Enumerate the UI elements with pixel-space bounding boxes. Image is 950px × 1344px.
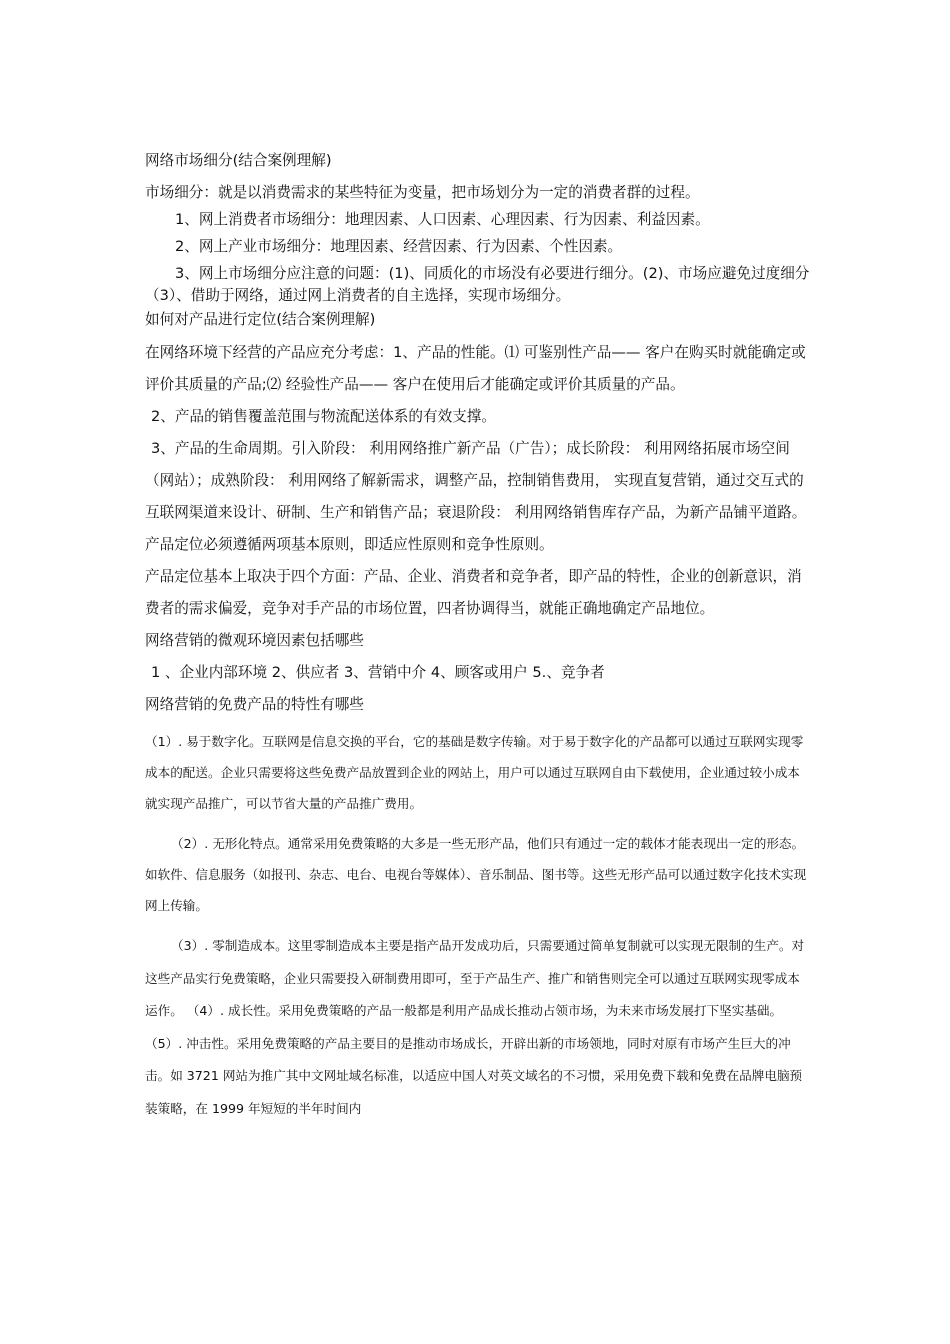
paragraph-sales-coverage: 2、产品的销售覆盖范围与物流配送体系的有效支撑。 <box>151 408 496 425</box>
paragraph-segmentation-issues: 3、网上市场细分应注意的问题：(1)、同质化的市场没有必要进行细分。(2)、市场应避免过度细分（3）、借助于网络，通过网上消费者的自主选择，实现市场细分。 <box>145 265 810 304</box>
section-heading-free-products: 网络营销的免费产品的特性有哪些 <box>145 696 364 713</box>
document-page <box>145 145 810 1125</box>
section-heading-market-segmentation: 网络市场细分(结合案例理解) <box>145 152 332 169</box>
paragraph-consumer-market-segmentation: 1、网上消费者市场细分：地理因素、人口因素、心理因素、行为因素、利益因素。 <box>175 211 710 228</box>
paragraph-market-segmentation-definition: 市场细分：就是以消费需求的某些特征为变量，把市场划分为一定的消费者群的过程。 <box>145 184 700 201</box>
paragraph-product-performance: 在网络环境下经营的产品应充分考虑：1、产品的性能。⑴ 可鉴别性产品—— 客户在购买时就能确定或评价其质量的产品;⑵ 经验性产品—— 客户在使用后才能确定或评价其质量的产品。 <box>145 344 806 393</box>
paragraph-free-product-zero-cost: （3）. 零制造成本。这里零制造成本主要是指产品开发成功后，只需要通过简单复制就可以实现无限制的生产。对这些产品实行免费策略，企业只需要投入研制费用即可，至于产品生产、推广和销售则完全可以通过互联网实现零成本运作。 （4）. 成长性。采用免费策略的产品一般都是利用产品成长推动占领市场，为未来市场发展打下坚实基础。 （5）. 冲击性。采用免费策略的产品主要目的是推动市场成长，开辟出新的市场领地，同时对原有市场产生巨大的冲击。如 3721 网站为推广其中文网址域名标准，以适应中国人对英文域名的不习惯，采用免费下载和免费在品牌电脑预装策略，在 1999 年短短的半年时间内 <box>145 938 805 1116</box>
paragraph-micro-environment-list: 1 、企业内部环境 2、供应者 3、营销中介 4、顾客或用户 5.、竞争者 <box>151 664 605 681</box>
section-heading-product-positioning: 如何对产品进行定位(结合案例理解) <box>145 311 376 328</box>
paragraph-product-lifecycle: 3、产品的生命周期。引入阶段： 利用网络推广新产品（广告）；成长阶段： 利用网络拓展市场空间（网站）；成熟阶段： 利用网络了解新需求，调整产品，控制销售费用， 实现直复营销，通过交互式的互联网渠道来设计、研制、生产和销售产品；衰退阶段： 利用网络销售库存产品，为新产品铺平道路。 <box>145 440 807 521</box>
paragraph-positioning-factors: 产品定位基本上取决于四个方面：产品、企业、消费者和竞争者，即产品的特性，企业的创新意识，消费者的需求偏爱，竞争对手产品的市场位置，四者协调得当，就能正确地确定产品地位。 <box>145 568 802 617</box>
paragraph-industrial-market-segmentation: 2、网上产业市场细分：地理因素、经营因素、行为因素、个性因素。 <box>175 238 623 255</box>
paragraph-positioning-principles: 产品定位必须遵循两项基本原则，即适应性原则和竞争性原则。 <box>145 536 554 553</box>
paragraph-free-product-intangible: （2）. 无形化特点。通常采用免费策略的大多是一些无形产品，他们只有通过一定的载体才能表现出一定的形态。如软件、信息服务（如报刊、杂志、电台、电视台等媒体）、音乐制品、图书等。这些无形产品可以通过数字化技术实现网上传输。 <box>145 836 807 913</box>
section-heading-micro-environment: 网络营销的微观环境因素包括哪些 <box>145 632 364 649</box>
paragraph-free-product-digitization: （1）. 易于数字化。互联网是信息交换的平台，它的基础是数字传输。对于易于数字化的产品都可以通过互联网实现零成本的配送。企业只需要将这些免费产品放置到企业的网站上，用户可以通过互联网自由下载使用，企业通过较小成本就实现产品推广，可以节省大量的产品推广费用。 <box>145 734 804 811</box>
